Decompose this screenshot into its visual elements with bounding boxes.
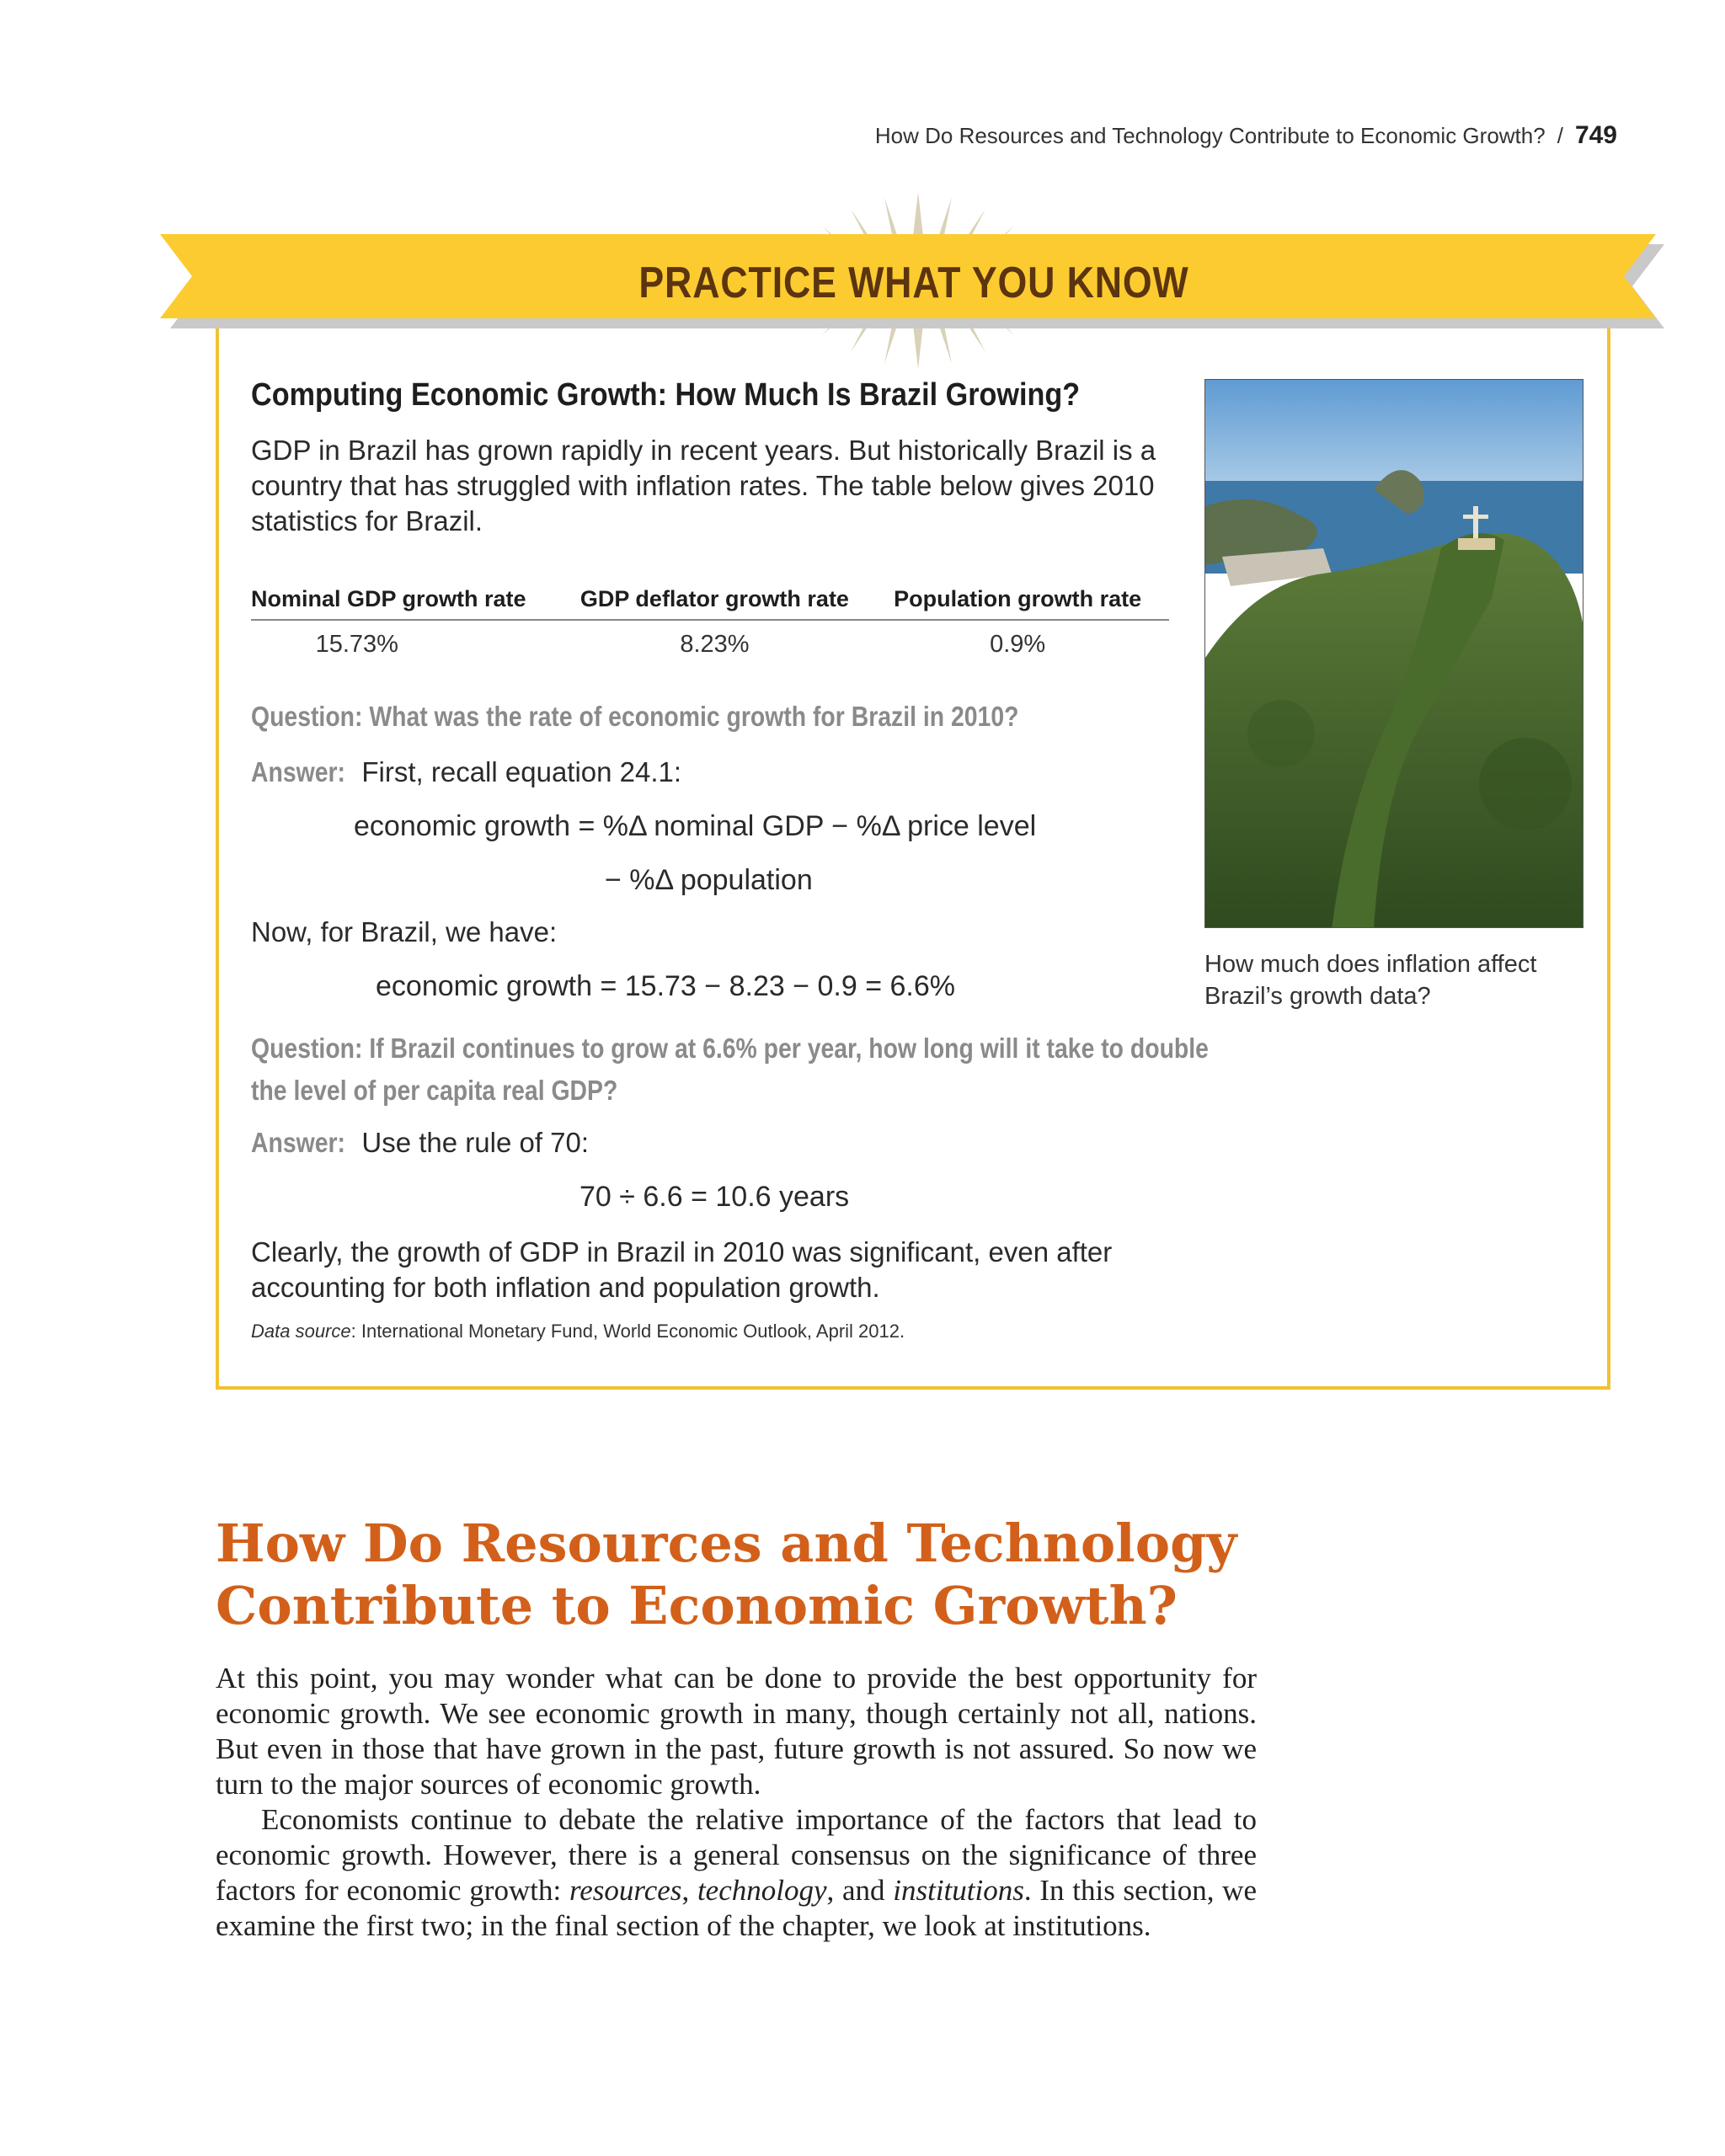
column-header: Nominal GDP growth rate [251, 586, 563, 620]
column-header: Population growth rate [866, 586, 1169, 620]
equation-24-1-line-2: − %Δ population [605, 864, 813, 896]
answer-label: Answer: [251, 1127, 345, 1158]
practice-intro: GDP in Brazil has grown rapidly in recent years. But historically Brazil is a country that has struggled with inflation rates. The table below gives 2010 statistics for Brazil. [251, 435, 1156, 536]
equation-24-1-line-1: economic growth = %Δ nominal GDP − %Δ price level [354, 810, 1037, 842]
paragraph-2-text: . In this section, we examine the first two; in the final section of the chapter, we look at institutions. [216, 1874, 1257, 1942]
page-number: 749 [1574, 121, 1617, 149]
answer-text: Use the rule of 70: [361, 1127, 590, 1158]
answer-label: Answer: [251, 756, 345, 787]
brazil-aerial-photo [1204, 379, 1583, 928]
paragraph-2 [216, 1802, 1257, 1944]
running-head-separator: / [1557, 123, 1563, 148]
table-row [251, 620, 1169, 659]
table-cell: 8.23% [680, 631, 750, 658]
answer-1 [251, 756, 681, 788]
paragraph-1: At this point, you may wonder what can be done to provide the best opportunity for economic growth. We see economic growth in many, though certainly not all, nations. But even in those that have grown in the past, future growth is not assured. So now we turn to the major sources of economic growth. [216, 1662, 1257, 1801]
section-title: How Do Resources and Technology Contribute to Economic Growth? [216, 1513, 1237, 1636]
equation-rule-of-70: 70 ÷ 6.6 = 10.6 years [579, 1181, 850, 1213]
emphasis-institutions: institutions [893, 1874, 1024, 1907]
question-1: Question: What was the rate of economic growth for Brazil in 2010? [251, 701, 1019, 732]
answer-2 [251, 1127, 589, 1159]
emphasis-technology: technology [697, 1874, 827, 1907]
emphasis-resources: resources [569, 1874, 682, 1907]
answer-text: First, recall equation 24.1: [361, 756, 682, 787]
now-text: Now, for Brazil, we have: [251, 916, 558, 947]
running-head-title: How Do Resources and Technology Contribute to Economic Growth? [874, 123, 1546, 148]
source-text: : International Monetary Fund, World Economic Outlook, April 2012. [350, 1321, 905, 1342]
brazil-statistics-table [251, 586, 1169, 659]
paragraph-2-text: Economists continue to debate the relative importance of the factors that lead to economic growth. However, there is a general consensus on the significance of three factors for economic growth: [216, 1803, 1257, 1907]
equation-brazil: economic growth = 15.73 − 8.23 − 0.9 = 6.6% [376, 970, 956, 1002]
table-cell: 0.9% [990, 631, 1046, 658]
question-2-line-1: Question: If Brazil continues to grow at 6.6% per year, how long will it take to double [251, 1033, 1209, 1064]
column-header: GDP deflator growth rate [563, 586, 867, 620]
paragraph-2-text: , [681, 1874, 697, 1907]
practice-title: Computing Economic Growth: How Much Is Brazil Growing? [251, 377, 1081, 413]
question-2-line-2: the level of per capita real GDP? [251, 1075, 618, 1106]
table-cell: 15.73% [315, 631, 398, 658]
data-source [251, 1321, 905, 1342]
conclusion-text: Clearly, the growth of GDP in Brazil in 2010 was significant, even after accounting for both inflation and population growth. [251, 1236, 1113, 1303]
source-label: Data source [251, 1321, 351, 1342]
section-body [216, 1661, 1257, 1944]
question-2 [251, 1027, 1209, 1112]
running-head [875, 121, 1617, 150]
banner-title: PRACTICE WHAT YOU KNOW [638, 259, 1189, 307]
table-header-row [251, 586, 1169, 620]
photo-caption: How much does inflation affect Brazil’s growth data? [1204, 951, 1537, 1010]
paragraph-2-text: , and [826, 1874, 894, 1907]
